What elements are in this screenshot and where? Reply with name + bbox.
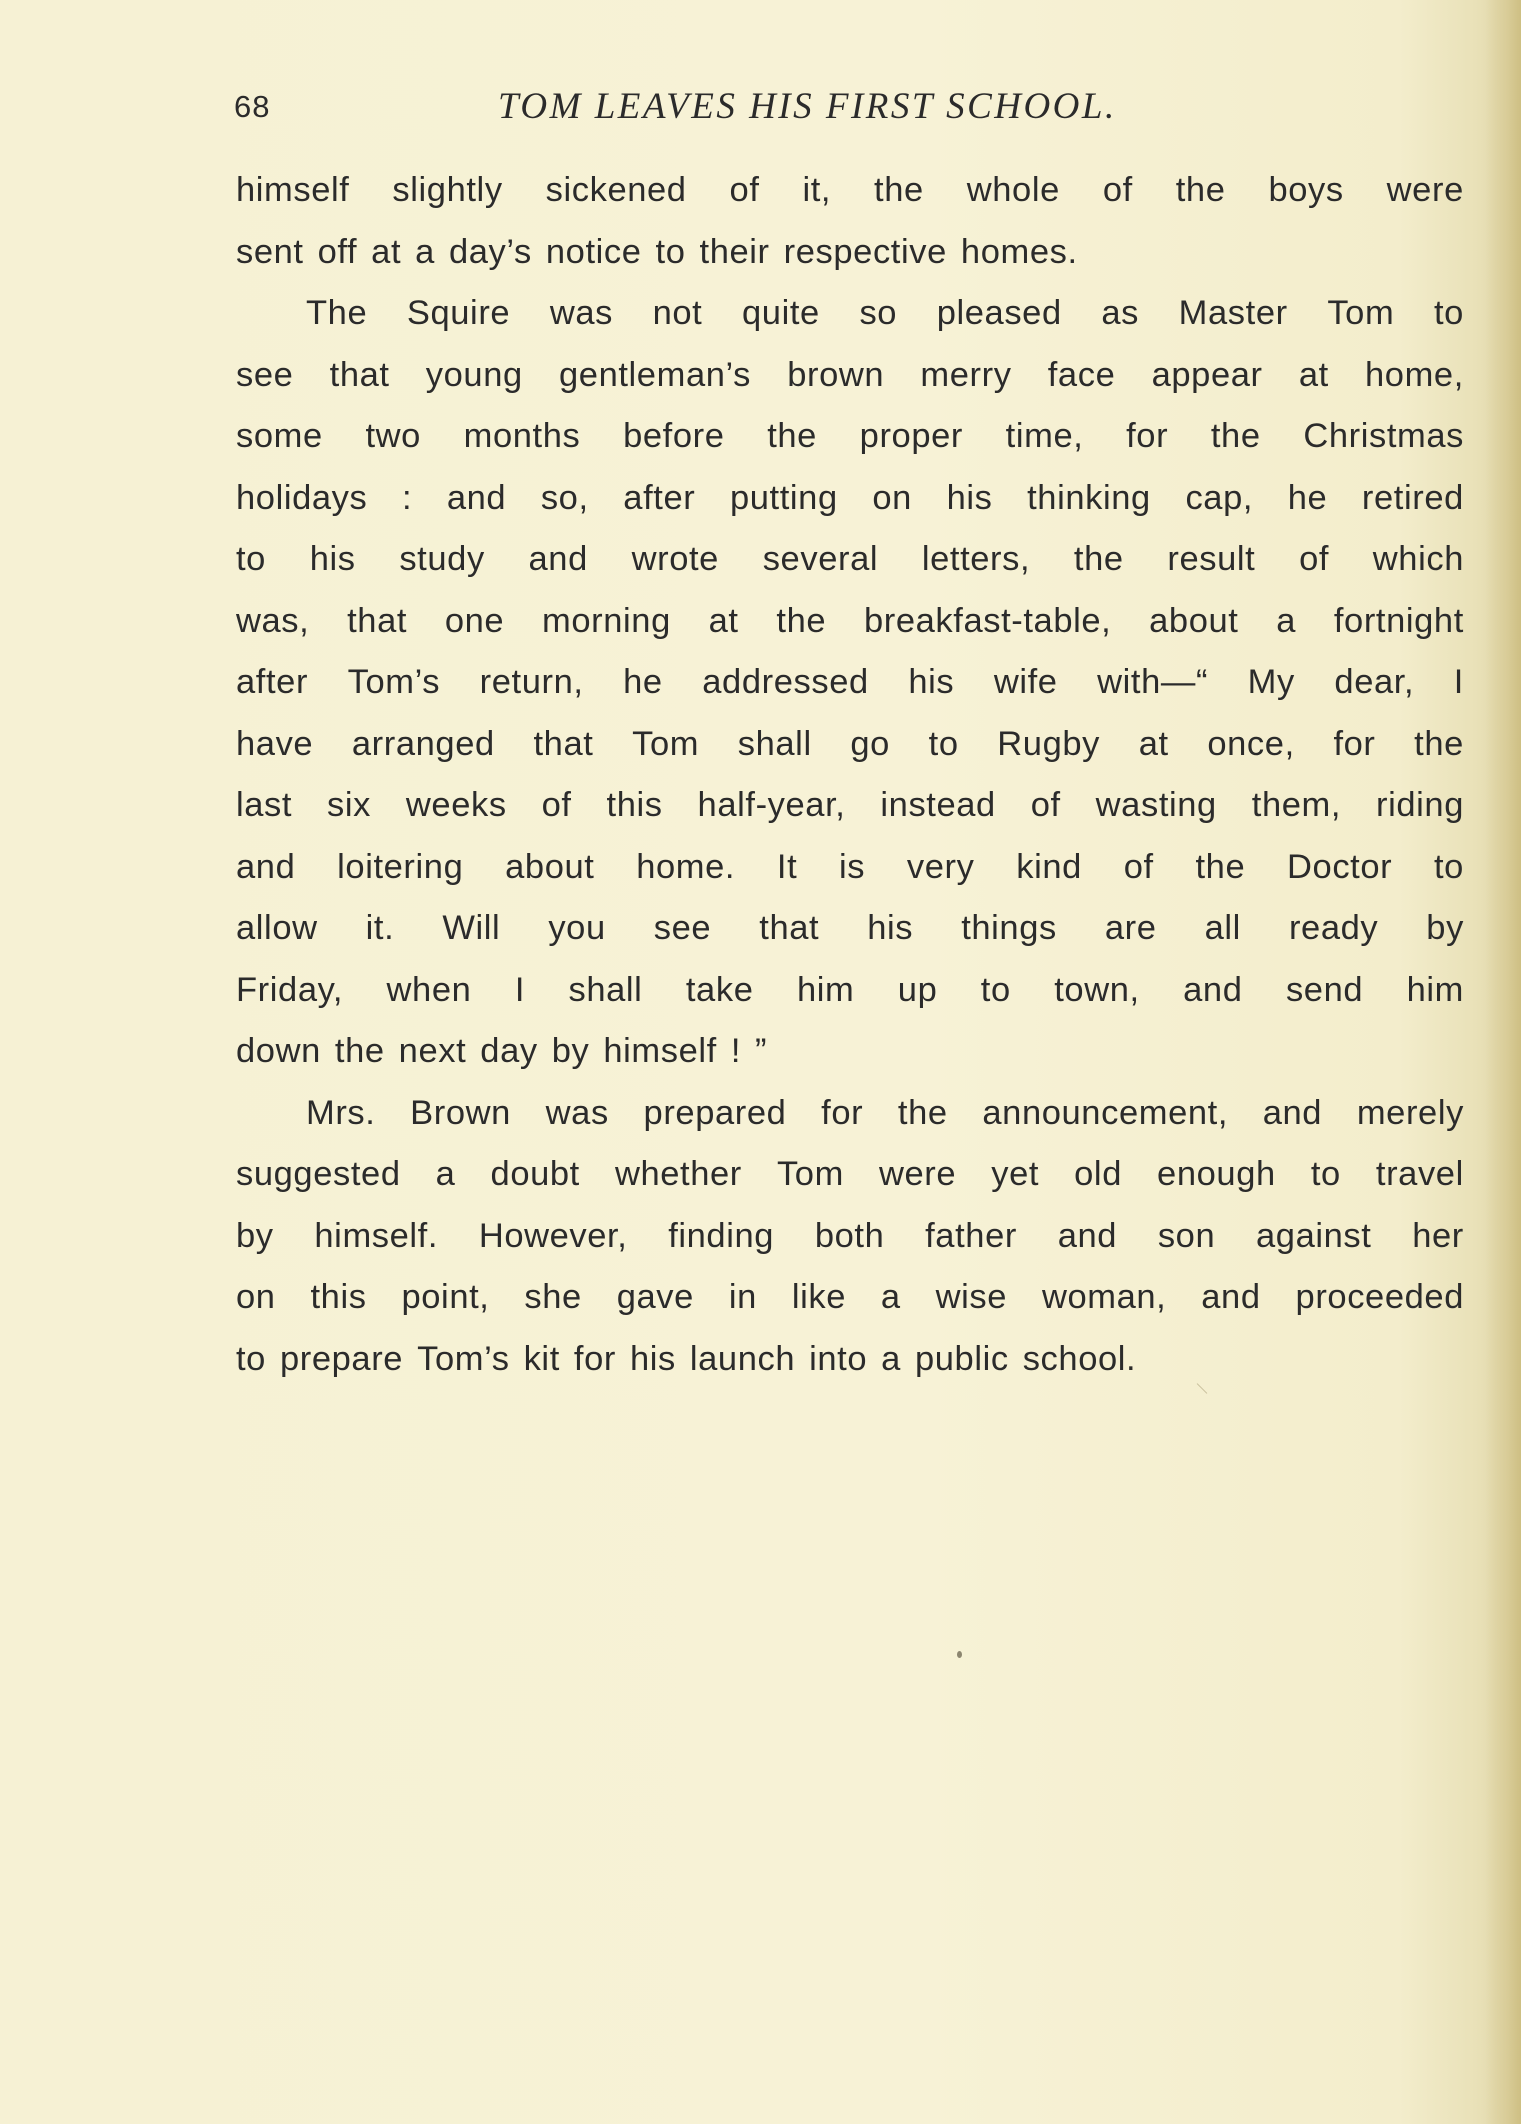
word: I xyxy=(1453,663,1464,701)
word: sickened xyxy=(545,171,687,209)
text-line xyxy=(236,468,1464,530)
word: notice xyxy=(545,232,642,271)
word: their xyxy=(699,232,770,271)
text-line xyxy=(236,1021,1464,1083)
word: prepared xyxy=(643,1093,787,1132)
text-line xyxy=(236,1083,1464,1145)
text-line xyxy=(236,1267,1464,1329)
word: Doctor xyxy=(1287,847,1393,886)
word: the xyxy=(776,601,827,640)
word: as xyxy=(1101,294,1140,332)
word: appear xyxy=(1151,355,1263,394)
word: that xyxy=(759,909,820,947)
text-line xyxy=(236,1206,1464,1268)
word: instead xyxy=(880,786,996,824)
word: shall xyxy=(737,724,812,763)
word: announcement, xyxy=(982,1093,1229,1132)
word: send xyxy=(1285,970,1364,1009)
word: sent xyxy=(236,232,304,271)
word: off xyxy=(317,232,358,271)
word: was xyxy=(549,294,613,332)
word: to xyxy=(1433,294,1464,332)
word: son xyxy=(1157,1216,1216,1255)
word: The xyxy=(306,294,368,332)
word: finding xyxy=(668,1216,775,1255)
word: the xyxy=(874,171,924,209)
word: homes. xyxy=(960,232,1078,271)
word: home. xyxy=(636,847,736,886)
word: breakfast-table, xyxy=(863,601,1112,640)
word: in xyxy=(728,1278,757,1316)
word: face xyxy=(1047,355,1116,394)
word: pleased xyxy=(936,294,1062,332)
word: it. xyxy=(365,909,395,947)
word: by xyxy=(236,1216,274,1255)
word: the xyxy=(1175,171,1226,209)
word: brown xyxy=(787,355,885,394)
word: next xyxy=(398,1032,467,1070)
word: wise xyxy=(935,1278,1008,1316)
word: all xyxy=(1204,909,1241,947)
word: to xyxy=(1434,847,1464,886)
word: on xyxy=(872,478,912,517)
word: it, xyxy=(802,171,832,209)
word: her xyxy=(1412,1216,1464,1255)
word: weeks xyxy=(405,786,507,824)
word: that xyxy=(329,355,390,394)
word: addressed xyxy=(702,663,869,701)
word: proper xyxy=(859,417,963,455)
word: Tom xyxy=(776,1155,844,1193)
text-line xyxy=(236,591,1464,653)
word: return, xyxy=(479,663,584,701)
word: Christmas xyxy=(1303,417,1464,455)
word: launch xyxy=(689,1339,796,1378)
word: and xyxy=(1262,1093,1323,1132)
word: the xyxy=(1210,417,1261,455)
word: at xyxy=(1138,724,1169,763)
word: himself xyxy=(236,171,350,209)
page-edge-shadow xyxy=(1485,0,1521,2124)
word: Will xyxy=(442,909,501,947)
word: Tom xyxy=(632,724,700,763)
word: result xyxy=(1167,540,1256,578)
text-line xyxy=(236,222,1464,284)
word: day xyxy=(480,1032,538,1070)
word: is xyxy=(839,847,866,886)
word: this xyxy=(310,1278,367,1316)
word: a xyxy=(881,1339,901,1378)
word: boys xyxy=(1268,171,1344,209)
word: ready xyxy=(1288,909,1379,947)
word: to xyxy=(655,232,686,271)
word: see xyxy=(653,909,712,947)
word: It xyxy=(776,847,798,886)
word: which xyxy=(1372,540,1464,578)
word: arranged xyxy=(351,724,495,763)
word: public xyxy=(914,1339,1009,1378)
word: to xyxy=(236,1339,266,1378)
text-line xyxy=(236,283,1464,345)
page-header xyxy=(234,84,1464,130)
word: yet xyxy=(991,1155,1040,1193)
word: and xyxy=(1183,970,1243,1009)
word: loitering xyxy=(337,847,464,886)
word: to xyxy=(928,724,959,763)
word: after xyxy=(623,478,696,517)
word: Tom’s xyxy=(347,663,441,701)
word: merry xyxy=(920,355,1012,394)
word: doubt xyxy=(490,1155,580,1193)
word: down xyxy=(236,1032,321,1070)
word: the xyxy=(1195,847,1246,886)
word: into xyxy=(809,1339,868,1378)
word: up xyxy=(897,970,938,1009)
word: them, xyxy=(1251,786,1342,824)
word: Tom’s xyxy=(417,1339,510,1378)
word: of xyxy=(1123,847,1154,886)
word: both xyxy=(814,1216,885,1255)
word: take xyxy=(685,970,754,1009)
body-text xyxy=(236,160,1464,1390)
word: travel xyxy=(1375,1155,1464,1193)
word: thinking xyxy=(1027,478,1151,517)
word: putting xyxy=(729,478,838,517)
word: at xyxy=(1298,355,1329,394)
word: a xyxy=(1276,601,1297,640)
word: and xyxy=(1201,1278,1261,1316)
word: Friday, xyxy=(236,970,344,1009)
word: of xyxy=(1102,171,1133,209)
word: a xyxy=(880,1278,901,1316)
text-line xyxy=(236,714,1464,776)
word: his xyxy=(946,478,993,517)
word: so, xyxy=(540,478,589,517)
word: like xyxy=(791,1278,846,1316)
word: father xyxy=(925,1216,1017,1255)
word: for xyxy=(821,1093,864,1132)
word: town, xyxy=(1054,970,1140,1009)
word: Tom xyxy=(1327,294,1395,332)
word: of xyxy=(1030,786,1061,824)
word: merely xyxy=(1356,1093,1464,1132)
word: kind xyxy=(1016,847,1082,886)
word: you xyxy=(548,909,606,947)
word: months xyxy=(463,417,581,455)
word: he xyxy=(623,663,663,701)
word: him xyxy=(796,970,855,1009)
word: by xyxy=(1426,909,1464,947)
word: once, xyxy=(1207,724,1295,763)
word: she xyxy=(524,1278,582,1316)
word: were xyxy=(879,1155,957,1193)
word: letters, xyxy=(921,540,1031,578)
word: his xyxy=(867,909,914,947)
word: have xyxy=(236,724,314,763)
word: and xyxy=(1057,1216,1118,1255)
word: for xyxy=(1126,417,1169,455)
word: the xyxy=(897,1093,948,1132)
word: a xyxy=(435,1155,456,1193)
word: so xyxy=(859,294,898,332)
word: gave xyxy=(616,1278,694,1316)
word: wife xyxy=(993,663,1058,701)
word: after xyxy=(236,663,309,701)
word: respective xyxy=(783,232,947,271)
word: whole xyxy=(966,171,1060,209)
word: of xyxy=(541,786,572,824)
word: he xyxy=(1287,478,1328,517)
word: a xyxy=(415,232,435,271)
word: him xyxy=(1406,970,1464,1009)
word: allow xyxy=(236,909,318,947)
word: home, xyxy=(1365,355,1464,394)
word: of xyxy=(1299,540,1330,578)
word: shall xyxy=(568,970,643,1009)
word: of xyxy=(729,171,760,209)
word: Brown xyxy=(410,1093,511,1132)
text-line xyxy=(236,837,1464,899)
word: that xyxy=(533,724,594,763)
word: dear, xyxy=(1334,663,1415,701)
word: slightly xyxy=(392,171,503,209)
word: woman, xyxy=(1041,1278,1167,1316)
word: enough xyxy=(1157,1155,1276,1193)
word: the xyxy=(1414,724,1464,763)
word: at xyxy=(708,601,739,640)
word: himself. xyxy=(314,1216,439,1255)
word: school. xyxy=(1022,1339,1137,1378)
word: were xyxy=(1386,171,1464,209)
word: Squire xyxy=(406,294,511,332)
text-line xyxy=(236,898,1464,960)
word: point, xyxy=(401,1278,490,1316)
word: his xyxy=(908,663,955,701)
word: to xyxy=(1310,1155,1341,1193)
word: to xyxy=(236,540,266,578)
word: last xyxy=(236,786,293,824)
word: wrote xyxy=(631,540,719,578)
text-line xyxy=(236,529,1464,591)
word: see xyxy=(236,355,294,394)
text-line xyxy=(236,1144,1464,1206)
word: study xyxy=(399,540,485,578)
word: However, xyxy=(478,1216,628,1255)
word: not xyxy=(652,294,703,332)
word: very xyxy=(906,847,975,886)
word: day’s xyxy=(448,232,532,271)
word: riding xyxy=(1376,786,1464,824)
word: proceeded xyxy=(1295,1278,1464,1316)
word: for xyxy=(1333,724,1376,763)
word: Master xyxy=(1178,294,1288,332)
word: Rugby xyxy=(997,724,1101,763)
word: against xyxy=(1256,1216,1372,1255)
word: at xyxy=(371,232,402,271)
word: about xyxy=(505,847,595,886)
word: and xyxy=(528,540,588,578)
word: go xyxy=(850,724,890,763)
word: his xyxy=(309,540,356,578)
word: ! xyxy=(730,1032,742,1070)
word: on xyxy=(236,1278,276,1316)
word: old xyxy=(1074,1155,1122,1193)
text-line xyxy=(236,160,1464,222)
word: time, xyxy=(1005,417,1084,455)
word: half-year, xyxy=(697,786,846,824)
word: young xyxy=(425,355,523,394)
word: before xyxy=(623,417,725,455)
word: : xyxy=(402,478,413,517)
word: retired xyxy=(1361,478,1464,517)
page-number: 68 xyxy=(234,89,271,124)
word: his xyxy=(629,1339,676,1378)
word: quite xyxy=(742,294,820,332)
word: Mrs. xyxy=(306,1093,376,1132)
word: and xyxy=(236,847,296,886)
text-line xyxy=(236,960,1464,1022)
word: about xyxy=(1149,601,1239,640)
word: was, xyxy=(236,601,310,640)
word: six xyxy=(327,786,371,824)
word: that xyxy=(347,601,408,640)
word: whether xyxy=(614,1155,742,1193)
word: the xyxy=(1073,540,1124,578)
word: with—“ xyxy=(1097,663,1209,701)
word: gentleman’s xyxy=(559,355,752,394)
text-line xyxy=(236,1329,1464,1391)
word: are xyxy=(1104,909,1157,947)
word: fortnight xyxy=(1333,601,1464,640)
word: cap, xyxy=(1185,478,1254,517)
word: some xyxy=(236,417,323,455)
word: the xyxy=(334,1032,385,1070)
text-line xyxy=(236,406,1464,468)
word: suggested xyxy=(236,1155,401,1193)
paper-speck xyxy=(957,1651,962,1658)
word: ” xyxy=(755,1032,768,1070)
word: morning xyxy=(542,601,671,640)
word: two xyxy=(365,417,421,455)
word: himself xyxy=(603,1032,717,1070)
word: one xyxy=(444,601,505,640)
word: wasting xyxy=(1095,786,1217,824)
word: things xyxy=(961,909,1057,947)
word: I xyxy=(514,970,526,1009)
text-line xyxy=(236,345,1464,407)
running-head-title: TOM LEAVES HIS FIRST SCHOOL. xyxy=(498,86,1117,127)
word: was xyxy=(545,1093,609,1132)
word: the xyxy=(767,417,817,455)
word: My xyxy=(1247,663,1295,701)
word: and xyxy=(446,478,507,517)
text-line xyxy=(236,652,1464,714)
word: to xyxy=(980,970,1011,1009)
word: prepare xyxy=(279,1339,404,1378)
word: several xyxy=(762,540,879,578)
word: by xyxy=(551,1032,590,1070)
word: this xyxy=(606,786,663,824)
word: holidays xyxy=(236,478,368,517)
word: kit xyxy=(523,1339,560,1378)
word: for xyxy=(573,1339,616,1378)
text-line xyxy=(236,775,1464,837)
word: when xyxy=(386,970,472,1009)
